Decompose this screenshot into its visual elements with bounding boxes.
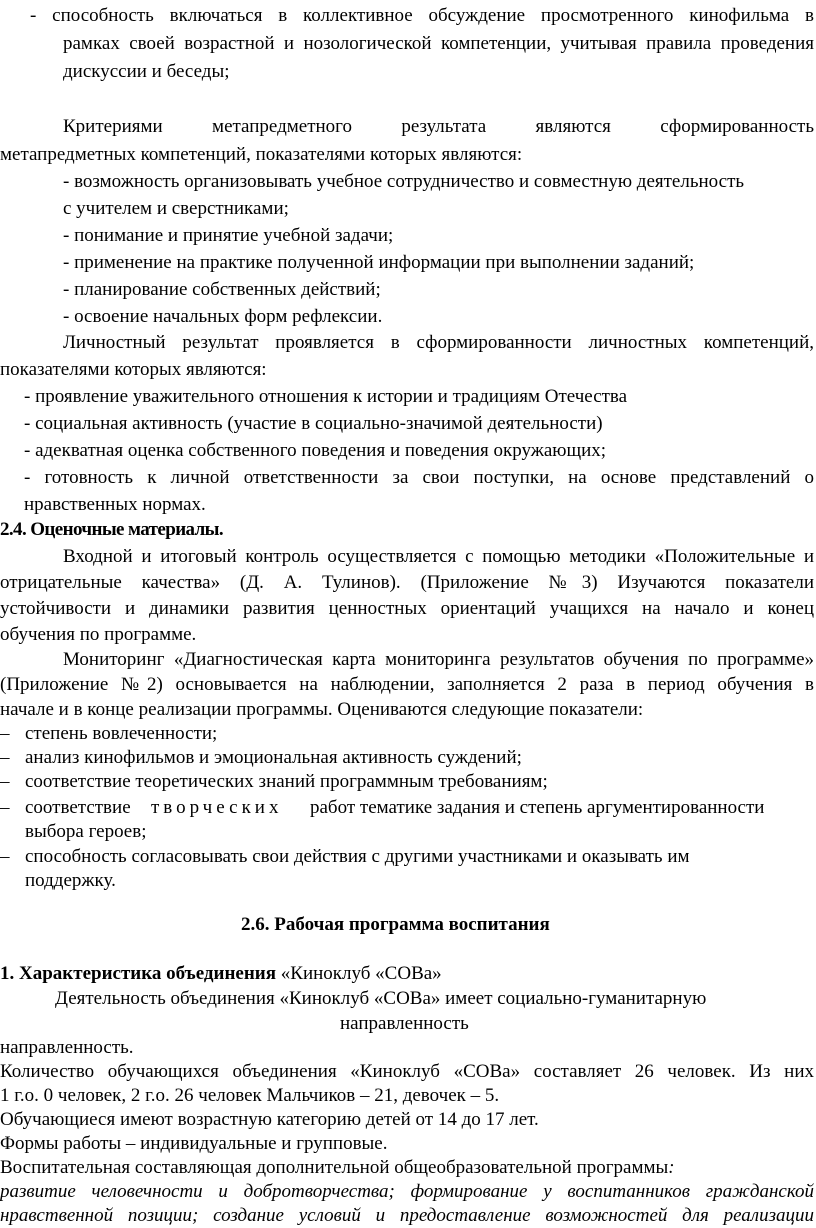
subsection-heading-label: 1. Характеристика объединения: [0, 963, 277, 984]
list-item: степень вовлеченности;: [25, 723, 218, 744]
list-item: - социальная активность (участие в социально-значимой деятельности): [24, 413, 603, 434]
text-line: развитие человечности и добротворчества; формирование у воспитанников гражданской: [0, 1181, 814, 1202]
list-item: соответствие теоретических знаний программным требованиям;: [25, 771, 548, 792]
dash-bullet: –: [0, 747, 10, 768]
list-item: поддержку.: [25, 870, 116, 891]
section-heading: 2.4. Оценочные материалы.: [0, 519, 224, 540]
text-line: 1 г.о. 0 человек, 2 г.о. 26 человек Мальчиков – 21, девочек – 5.: [0, 1085, 500, 1106]
dash-bullet: –: [0, 797, 10, 818]
text-line: Формы работы – индивидуальные и групповые.: [0, 1133, 388, 1154]
subsection-heading-name: «Киноклуб «СОВа»: [276, 963, 442, 984]
list-item: творческих: [151, 797, 283, 818]
text-line-colon: :: [668, 1157, 675, 1178]
list-item: - возможность организовывать учебное сотрудничество и совместную деятельность: [63, 171, 745, 192]
list-item: анализ кинофильмов и эмоциональная активность суждений;: [25, 747, 522, 768]
text-line: устойчивости и динамики развития ценностных ориентаций учащихся на начало и конец: [0, 598, 814, 619]
text-line: Деятельность объединения «Киноклуб «СОВа» имеет социально-гуманитарную: [55, 988, 707, 1009]
text-line: направленность: [340, 1013, 469, 1034]
text-line: дискуссии и беседы;: [63, 61, 230, 82]
text-line: обучения по программе.: [0, 624, 197, 645]
list-item: - понимание и принятие учебной задачи;: [63, 225, 394, 246]
text-line: начале и в конце реализации программы. Оцениваются следующие показатели:: [0, 699, 644, 720]
text-line: Мониторинг «Диагностическая карта мониторинга результатов обучения по программе»: [63, 649, 814, 670]
text-line: Обучающиеся имеют возрастную категорию детей от 14 до 17 лет.: [0, 1109, 539, 1130]
text-line-main: Воспитательная составляющая дополнительной общеобразовательной программы: [0, 1157, 669, 1178]
text-line: нравственной позиции; создание условий и предоставление возможностей для реализации: [0, 1205, 814, 1226]
text-line: показателями которых являются:: [0, 359, 267, 380]
text-line: направленность.: [0, 1037, 134, 1058]
text-line: метапредметных компетенций, показателями которых являются:: [0, 144, 523, 165]
subsection-heading: [0, 962, 442, 986]
list-item: - применение на практике полученной информации при выполнении заданий;: [63, 252, 695, 273]
text-line: Критериями метапредметного результата являются сформированность: [63, 116, 814, 137]
list-item: выбора героев;: [25, 821, 147, 842]
dash-bullet: –: [0, 846, 10, 867]
list-item: - адекватная оценка собственного поведения и поведения окружающих;: [24, 440, 607, 461]
section-heading: 2.6. Рабочая программа воспитания: [241, 914, 550, 935]
list-item: - планирование собственных действий;: [63, 279, 381, 300]
text-line: (Приложение №2) основывается на наблюдении, заполняется 2 раза в период обучения в: [0, 674, 814, 695]
list-item: соответствие: [25, 797, 131, 818]
list-item: работ тематике задания и степень аргументированности: [310, 797, 765, 818]
list-item: - проявление уважительного отношения к истории и традициям Отечества: [24, 386, 628, 407]
list-item: способность согласовывать свои действия с другими участниками и оказывать им: [25, 846, 690, 867]
text-line: Личностный результат проявляется в сформированности личностных компетенций,: [63, 332, 814, 353]
list-item: нравственных нормах.: [24, 494, 206, 515]
text-line: Количество обучающихся объединения «Киноклуб «СОВа» составляет 26 человек. Из них: [0, 1061, 814, 1082]
list-item: - готовность к личной ответственности за свои поступки, на основе представлений о: [24, 467, 814, 488]
list-item: - освоение начальных форм рефлексии.: [63, 306, 383, 327]
list-item: с учителем и сверстниками;: [63, 198, 289, 219]
text-line: отрицательные качества» (Д. А. Тулинов). (Приложение №3) Изучаются показатели: [0, 572, 814, 593]
text-line: рамках своей возрастной и нозологической компетенции, учитывая правила проведения: [63, 33, 814, 54]
dash-bullet: –: [0, 771, 10, 792]
text-line: [0, 1156, 675, 1180]
dash-bullet: –: [0, 723, 10, 744]
text-line: Входной и итоговый контроль осуществляется с помощью методики «Положительные и: [63, 546, 814, 567]
text-line: - способность включаться в коллективное обсуждение просмотренного кинофильма в: [30, 5, 814, 26]
